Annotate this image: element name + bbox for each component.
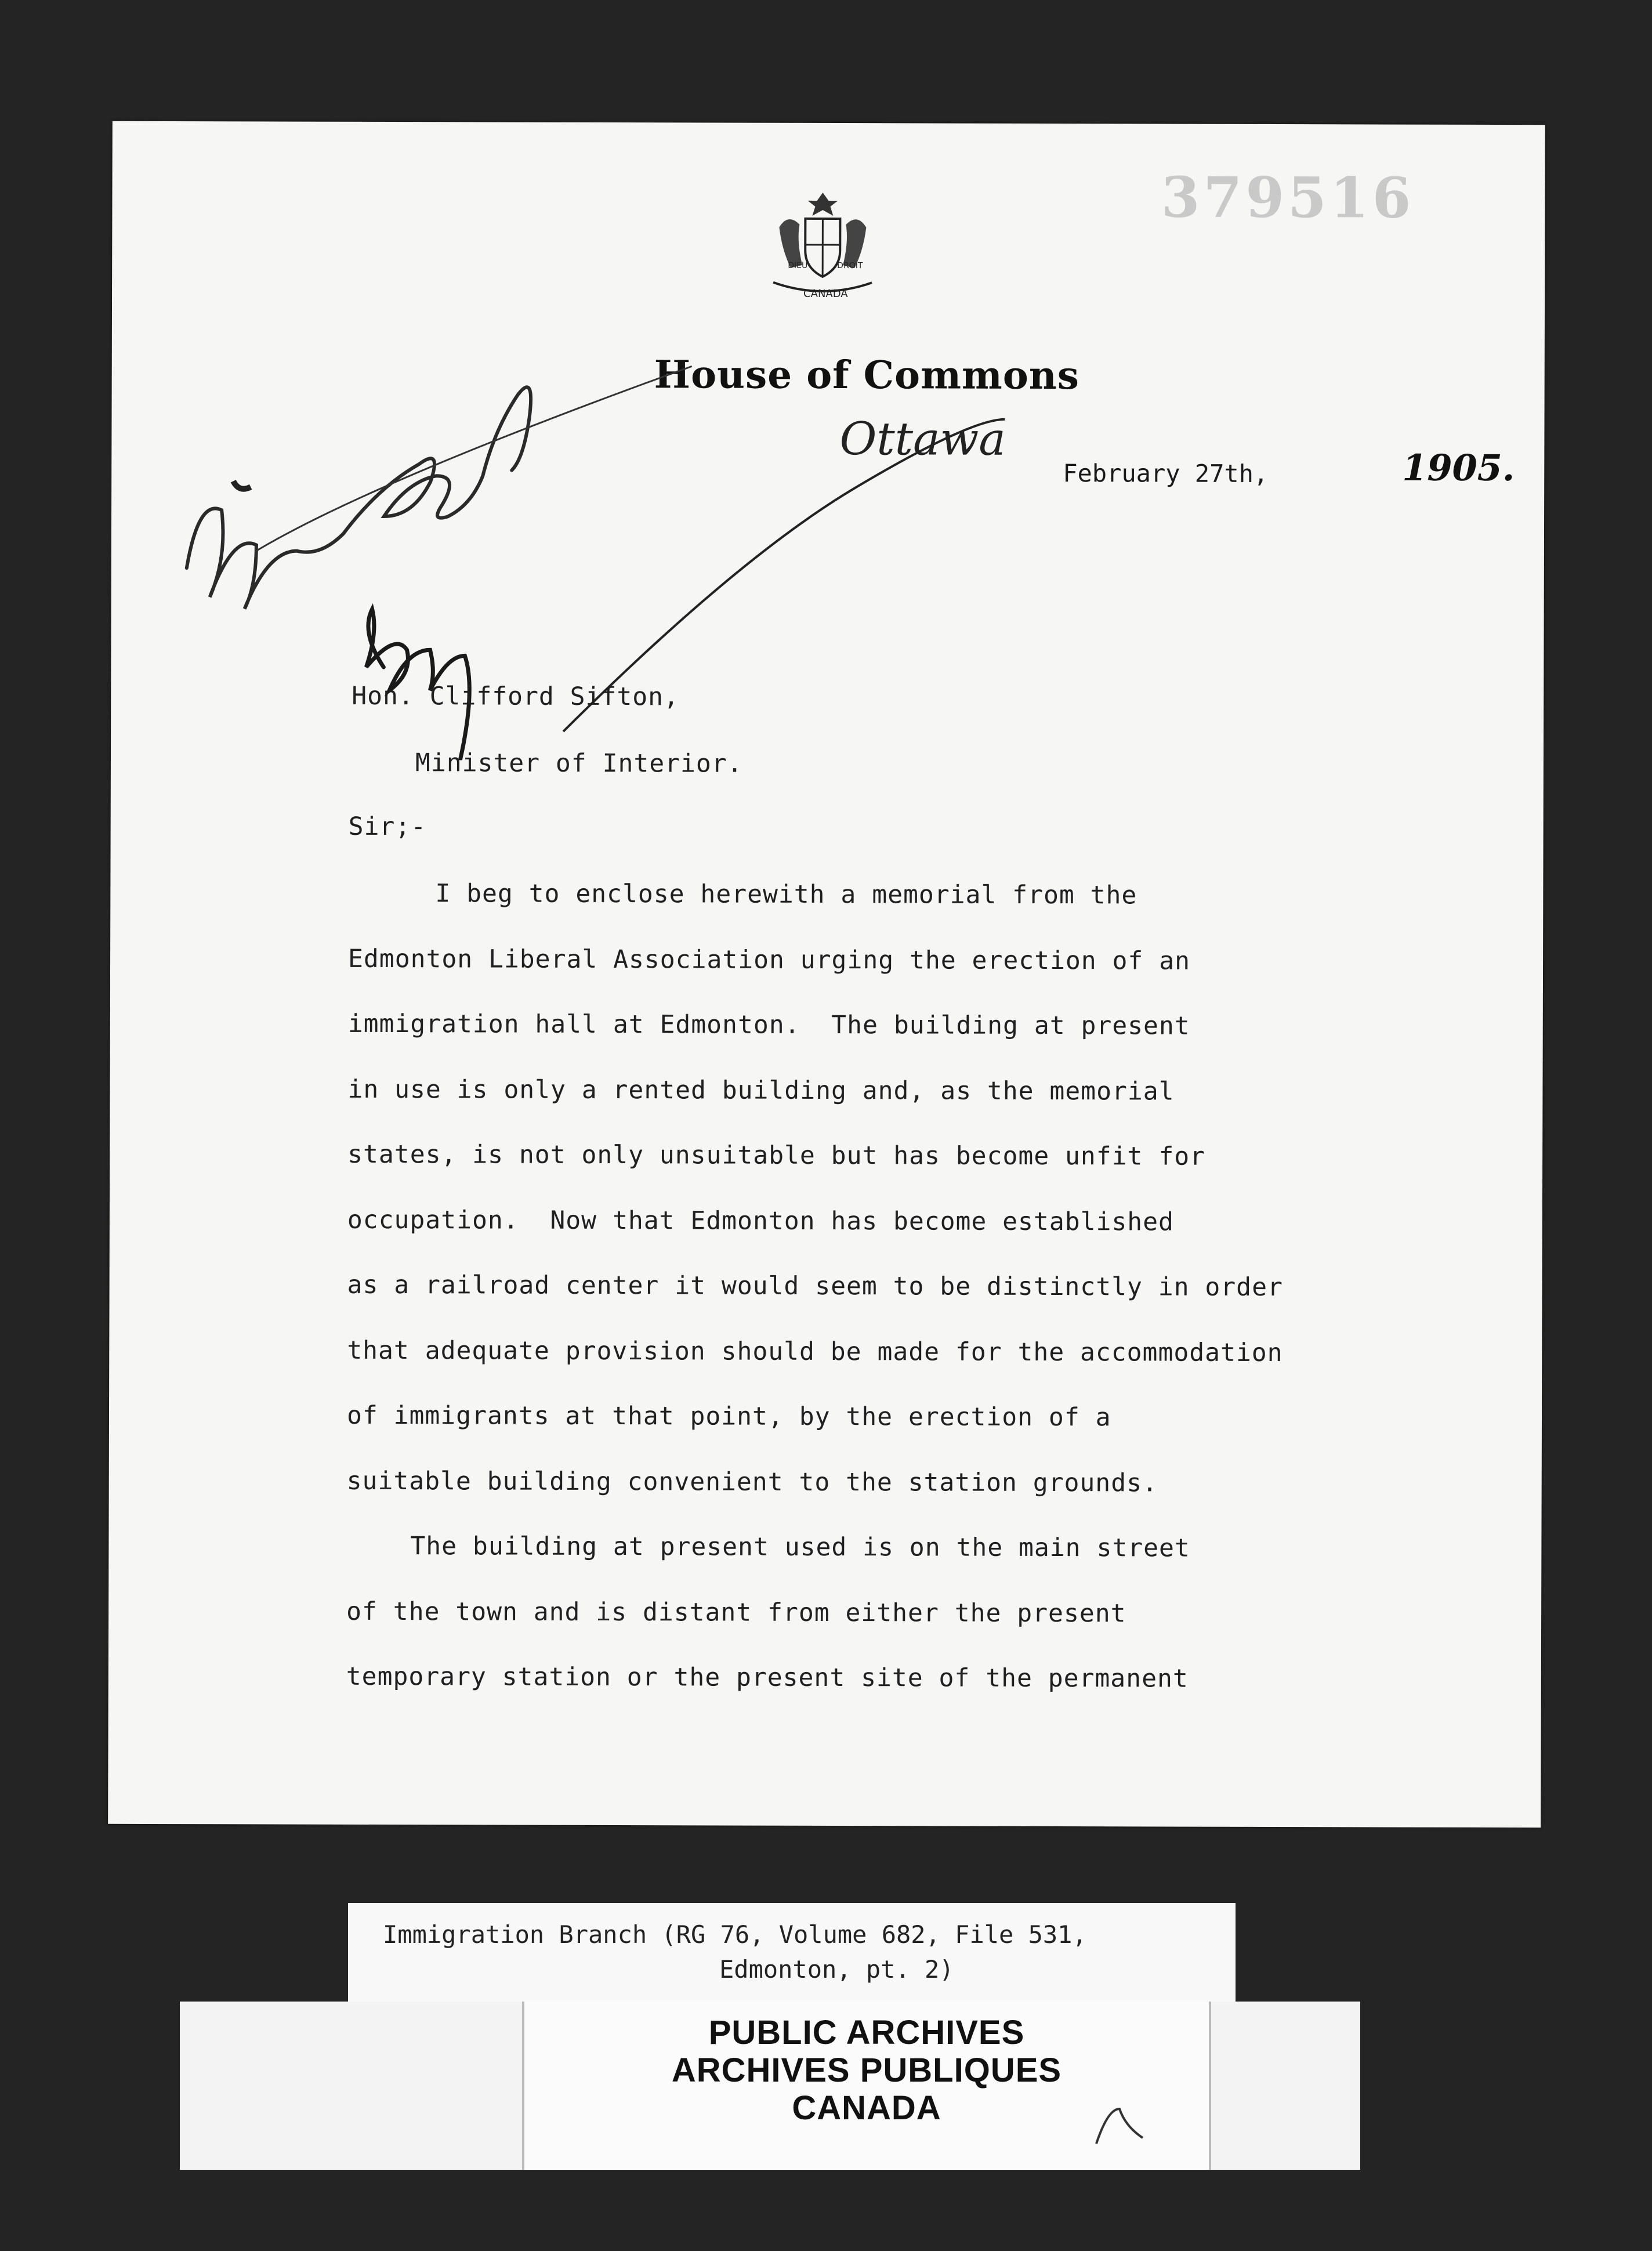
archive-stamp-line: CANADA [792, 2089, 941, 2127]
handwritten-note-text: Mr Scott [198, 551, 201, 552]
body-line: of the town and is distant from either the present [346, 1597, 1126, 1628]
salutation: Sir;- [348, 812, 427, 842]
body-line: occupation. Now that Edmonton has become established [347, 1205, 1175, 1237]
body-line: I beg to enclose herewith a memorial from the [435, 879, 1137, 910]
body-line: states, is not only unsuitable but has become unfit for [347, 1139, 1206, 1171]
crest-motto-canada: CANADA [803, 287, 848, 301]
document-stamp-number: 379516 [1161, 164, 1415, 231]
letter-place: Ottawa [839, 413, 1006, 466]
crest-motto-dieu: DIEU [788, 260, 808, 270]
body-line: of immigrants at that point, by the erection of a [346, 1400, 1111, 1432]
letter-date: February 27th, [1063, 459, 1269, 488]
archive-reference-line: Edmonton, pt. 2) [719, 1955, 954, 1984]
handwritten-copy-text: Copy [383, 667, 385, 668]
body-line: suitable building convenient to the station grounds. [346, 1466, 1158, 1498]
body-line: in use is only a rented building and, as the memorial [347, 1074, 1175, 1106]
pencil-mark-icon [1091, 2103, 1160, 2149]
archive-reference-label [348, 1903, 1236, 2002]
body-line: that adequate provision should be made for the accommodation [347, 1336, 1283, 1368]
archive-reference-line: Immigration Branch (RG 76, Volume 682, File 531, [383, 1920, 1087, 1949]
body-line: as a railroad center it would seem to be distinctly in order [347, 1270, 1283, 1302]
addressee-name: Hon. Clifford Sifton, [352, 681, 679, 712]
archive-stamp-line: ARCHIVES PUBLIQUES [671, 2051, 1062, 2089]
letter-page [108, 121, 1545, 1827]
body-line: temporary station or the present site of the permanent [346, 1662, 1189, 1693]
coat-of-arms-icon [756, 187, 890, 303]
body-line: Edmonton Liberal Association urging the erection of an [348, 944, 1191, 976]
archive-stamp-line: PUBLIC ARCHIVES [708, 2014, 1025, 2051]
body-line: immigration hall at Edmonton. The building at present [347, 1009, 1190, 1041]
letterhead-title: House of Commons [654, 352, 1080, 399]
crest-motto-droit: DROIT [837, 261, 863, 271]
letter-year: 1905. [1402, 446, 1515, 490]
archive-stamp-card [180, 2002, 1360, 2170]
body-line: The building at present used is on the main street [410, 1532, 1190, 1563]
addressee-title: Minister of Interior. [415, 748, 743, 779]
